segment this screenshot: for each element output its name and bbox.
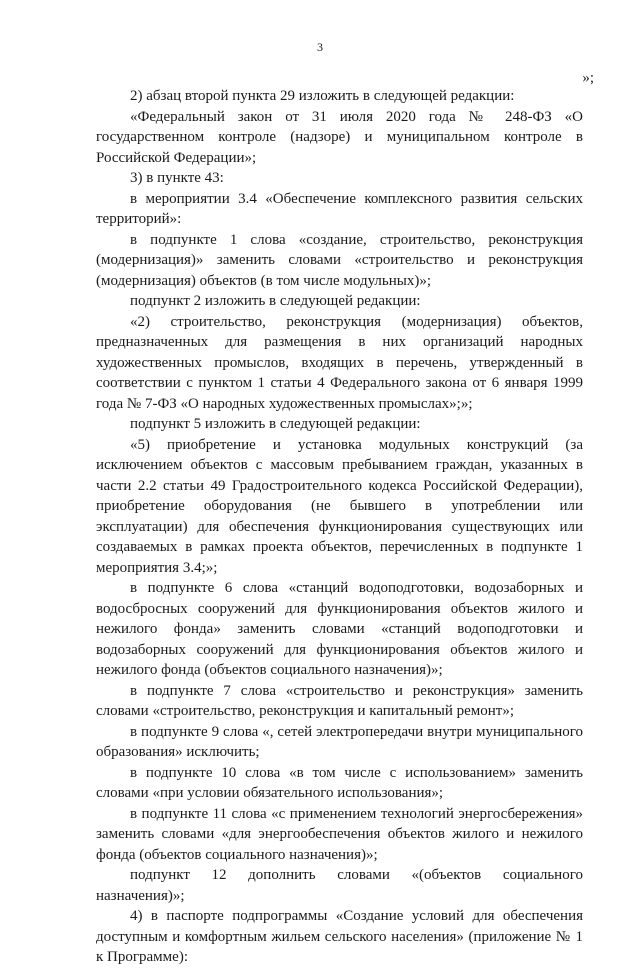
paragraph: подпункт 2 изложить в следующей редакции: <box>130 293 421 309</box>
paragraph: подпункт 5 изложить в следующей редакции: <box>130 416 421 432</box>
paragraph: подпункт 12 дополнить словами «(объектов социального назначения)»; <box>96 867 583 904</box>
paragraph: «2) строительство, реконструкция (модернизация) объектов, предназначенных для размещения в них организаций народных художественных промыслов, входящих в перечень, утвержденный в соответствии с пунктом 1 статьи 4 Федерального закона от 6 января 1999 года № 7-ФЗ «О народных художественных промыслах»;»; <box>96 313 583 412</box>
paragraph: в подпункте 10 слова «в том числе с использованием» заменить словами «при условии обязательного использования»; <box>96 764 583 801</box>
paragraph: в подпункте 9 слова «, сетей электропередачи внутри муниципального образования» исключить; <box>96 723 583 760</box>
page-number: 3 <box>317 40 323 54</box>
paragraph: в подпункте 6 слова «станций водоподготовки, водозаборных и водосбросных сооружений для функционирования объектов жилого и нежилого фонда» заменить словами «станций водоподготовки и водозаборных сооружений для функционирования объектов жилого и нежилого фонда (объектов социального назначения)»; <box>96 580 583 678</box>
closing-quote: »; <box>582 70 594 86</box>
paragraph: 2) абзац второй пункта 29 изложить в следующей редакции: <box>130 88 515 104</box>
paragraph: в мероприятии 3.4 «Обеспечение комплексного развития сельских территорий»: <box>96 190 583 227</box>
paragraph: 4) в паспорте подпрограммы «Создание условий для обеспечения доступным и комфортным жильем сельского населения» (приложение № 1 к Программе): <box>96 908 583 965</box>
paragraph: «Федеральный закон от 31 июля 2020 года № 248-ФЗ «О государственном контроле (надзоре) и муниципальном контроле в Российской Федерации»; <box>96 108 583 166</box>
paragraph: в подпункте 1 слова «создание, строительство, реконструкция (модернизация)» заменить словами «строительство и реконструкция (модернизация) объектов (в том числе модульных)»; <box>96 231 583 289</box>
paragraph: «5) приобретение и установка модульных конструкций (за исключением объектов с массовым пребыванием граждан, указанных в части 2.2 статьи 49 Градостроительного кодекса Российской Федерации), приобретение оборудования (не бывшего в употреблении или эксплуатации) для обеспечения функционирования существующих или создаваемых в рамках проекта объектов, перечисленных в подпункте 1 мероприятия 3.4;»; <box>96 436 583 576</box>
paragraph: в подпункте 11 слова «с применением технологий энергосбережения» заменить словами «для энергообеспечения объектов жилого и нежилого фонда (объектов социального назначения)»; <box>96 805 583 863</box>
document-body <box>96 86 583 968</box>
paragraph: в подпункте 7 слова «строительство и реконструкция» заменить словами «строительство, реконструкция и капитальный ремонт»; <box>96 682 583 719</box>
paragraph: 3) в пункте 43: <box>130 170 224 186</box>
